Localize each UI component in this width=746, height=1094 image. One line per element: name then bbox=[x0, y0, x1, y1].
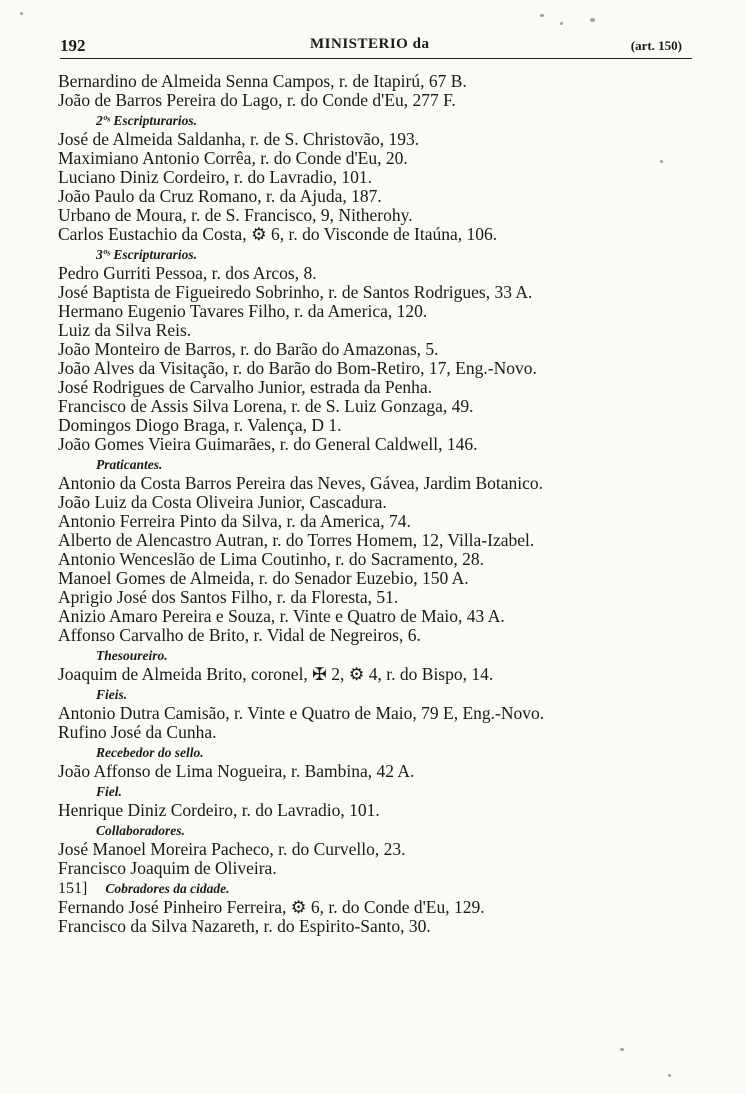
section-heading: 2ºˢ Escripturarios. bbox=[96, 113, 198, 128]
section-heading: Fieis. bbox=[96, 687, 128, 702]
section-heading: Recebedor do sello. bbox=[96, 745, 204, 760]
directory-entry: João Paulo da Cruz Romano, r. da Ajuda, 187. bbox=[58, 187, 382, 206]
scan-speck bbox=[540, 14, 544, 17]
directory-entry: José Baptista de Figueiredo Sobrinho, r. de Santos Rodrigues, 33 A. bbox=[58, 283, 533, 302]
section-heading: Fiel. bbox=[96, 784, 122, 799]
running-title: MINISTERIO da bbox=[310, 36, 430, 52]
scan-speck bbox=[668, 1074, 671, 1077]
directory-entry: Urbano de Moura, r. de S. Francisco, 9, Nitherohy. bbox=[58, 206, 413, 225]
directory-entry: Carlos Eustachio da Costa, ⚙ 6, r. do Visconde de Itaúna, 106. bbox=[58, 225, 498, 244]
scan-speck bbox=[560, 22, 563, 25]
directory-entry: João Gomes Vieira Guimarães, r. do General Caldwell, 146. bbox=[58, 435, 478, 454]
directory-entry: João Monteiro de Barros, r. do Barão do Amazonas, 5. bbox=[58, 340, 439, 359]
directory-entry: Manoel Gomes de Almeida, r. do Senador Euzebio, 150 A. bbox=[58, 569, 469, 588]
section-heading: Thesoureiro. bbox=[96, 648, 168, 663]
directory-entry: João Affonso de Lima Nogueira, r. Bambina, 42 A. bbox=[58, 762, 415, 781]
directory-entry: Francisco da Silva Nazareth, r. do Espirito-Santo, 30. bbox=[58, 917, 431, 936]
directory-entry: Fernando José Pinheiro Ferreira, ⚙ 6, r. do Conde d'Eu, 129. bbox=[58, 898, 485, 917]
directory-entry: Anizio Amaro Pereira e Souza, r. Vinte e Quatro de Maio, 43 A. bbox=[58, 607, 505, 626]
directory-entry: José de Almeida Saldanha, r. de S. Christovão, 193. bbox=[58, 130, 420, 149]
directory-entry: Luciano Diniz Cordeiro, r. do Lavradio, 101. bbox=[58, 168, 372, 187]
directory-entry: José Manoel Moreira Pacheco, r. do Curvello, 23. bbox=[58, 840, 406, 859]
scan-speck bbox=[660, 160, 663, 163]
section-number: 151] bbox=[58, 880, 88, 897]
directory-entry: Rufino José da Cunha. bbox=[58, 723, 217, 742]
scan-speck bbox=[590, 18, 595, 22]
document-body bbox=[58, 72, 708, 936]
directory-entry: Affonso Carvalho de Brito, r. Vidal de Negreiros, 6. bbox=[58, 626, 421, 645]
directory-entry: Antonio Ferreira Pinto da Silva, r. da America, 74. bbox=[58, 512, 411, 531]
directory-entry: Antonio Wenceslão de Lima Coutinho, r. do Sacramento, 28. bbox=[58, 550, 484, 569]
section-heading: 3ºˢ Escripturarios. bbox=[96, 247, 198, 262]
directory-entry: Maximiano Antonio Corrêa, r. do Conde d'Eu, 20. bbox=[58, 149, 408, 168]
section-heading: Collaboradores. bbox=[96, 823, 185, 838]
page-number: 192 bbox=[60, 36, 86, 55]
directory-entry: Francisco Joaquim de Oliveira. bbox=[58, 859, 277, 878]
page-header bbox=[60, 30, 692, 59]
directory-entry: João Luiz da Costa Oliveira Junior, Cascadura. bbox=[58, 493, 387, 512]
scan-speck bbox=[20, 12, 23, 15]
directory-entry: Bernardino de Almeida Senna Campos, r. de Itapirú, 67 B. bbox=[58, 72, 467, 91]
directory-entry: Hermano Eugenio Tavares Filho, r. da America, 120. bbox=[58, 302, 428, 321]
directory-entry: Henrique Diniz Cordeiro, r. do Lavradio, 101. bbox=[58, 801, 380, 820]
article-reference: (art. 150) bbox=[630, 38, 682, 53]
directory-entry: José Rodrigues de Carvalho Junior, estrada da Penha. bbox=[58, 378, 433, 397]
directory-entry: João Alves da Visitação, r. do Barão do Bom-Retiro, 17, Eng.-Novo. bbox=[58, 359, 537, 378]
directory-entry: Antonio da Costa Barros Pereira das Neves, Gávea, Jardim Botanico. bbox=[58, 474, 544, 493]
section-heading bbox=[58, 880, 708, 898]
section-title: Cobradores da cidade. bbox=[105, 881, 230, 896]
directory-entry: Luiz da Silva Reis. bbox=[58, 321, 192, 340]
scan-speck bbox=[620, 1048, 624, 1051]
directory-entry: Francisco de Assis Silva Lorena, r. de S. Luiz Gonzaga, 49. bbox=[58, 397, 474, 416]
directory-entry: Joaquim de Almeida Brito, coronel, ✠ 2, ⚙ 4, r. do Bispo, 14. bbox=[58, 665, 494, 684]
directory-entry: Domingos Diogo Braga, r. Valença, D 1. bbox=[58, 416, 342, 435]
directory-entry: Aprigio José dos Santos Filho, r. da Floresta, 51. bbox=[58, 588, 399, 607]
directory-entry: Antonio Dutra Camisão, r. Vinte e Quatro de Maio, 79 E, Eng.-Novo. bbox=[58, 704, 545, 723]
directory-entry: João de Barros Pereira do Lago, r. do Conde d'Eu, 277 F. bbox=[58, 91, 456, 110]
directory-entry: Pedro Gurriti Pessoa, r. dos Arcos, 8. bbox=[58, 264, 317, 283]
directory-entry: Alberto de Alencastro Autran, r. do Torres Homem, 12, Villa-Izabel. bbox=[58, 531, 535, 550]
section-heading: Praticantes. bbox=[96, 457, 163, 472]
